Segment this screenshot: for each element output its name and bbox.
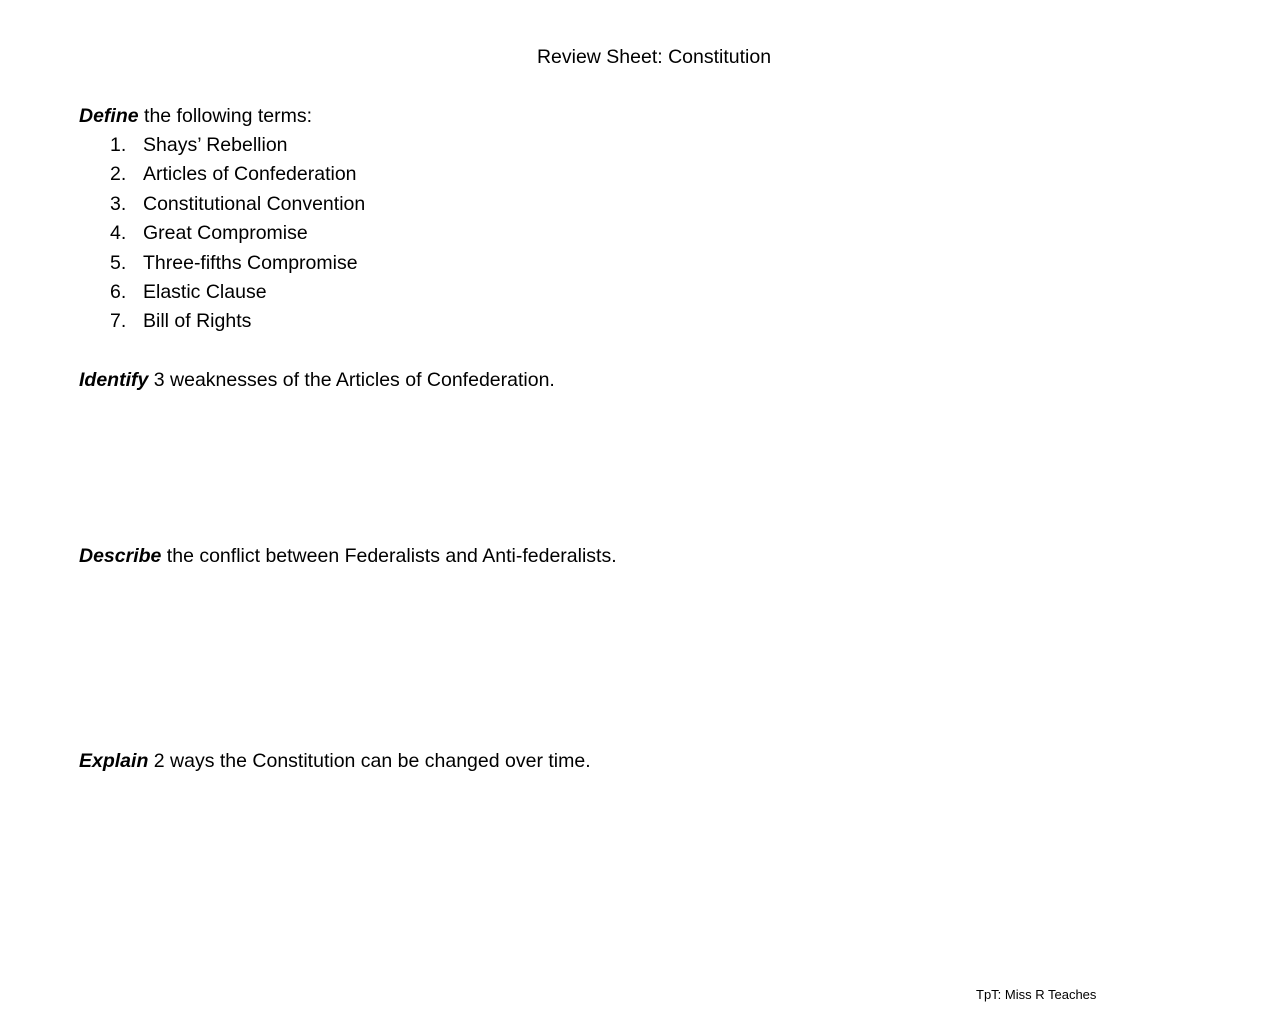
item-label: Elastic Clause [143, 280, 267, 303]
item-label: Great Compromise [143, 222, 308, 245]
describe-prompt [79, 544, 617, 568]
list-item [110, 280, 365, 309]
item-label: Shays’ Rebellion [143, 134, 288, 156]
identify-prompt [79, 368, 555, 392]
prompt-verb: Define [79, 105, 139, 127]
item-number: 7. [110, 310, 127, 333]
item-number: 1. [110, 134, 127, 156]
list-item [110, 221, 365, 250]
item-label: Bill of Rights [143, 310, 252, 333]
prompt-verb: Describe [79, 545, 162, 567]
item-number: 5. [110, 251, 127, 274]
prompt-verb: Explain [79, 750, 149, 772]
terms-list [110, 133, 365, 339]
explain-prompt [79, 749, 591, 773]
item-number: 2. [110, 163, 127, 186]
prompt-text: the following terms: [138, 105, 313, 127]
define-prompt [79, 104, 312, 128]
item-label: Articles of Confederation [143, 163, 357, 186]
list-item [110, 192, 365, 221]
footer-credit: TpT: Miss R Teaches [976, 987, 1097, 1002]
item-label: Three-fifths Compromise [143, 251, 358, 274]
prompt-verb: Identify [79, 369, 149, 391]
list-item [110, 133, 365, 162]
list-item [110, 162, 365, 191]
item-number: 3. [110, 192, 127, 215]
item-number: 6. [110, 280, 127, 303]
page-title: Review Sheet: Constitution [536, 46, 772, 68]
item-label: Constitutional Convention [143, 192, 366, 215]
prompt-text: 2 ways the Constitution can be changed over time. [148, 750, 591, 772]
prompt-text: the conflict between Federalists and Anti-federalists. [161, 545, 617, 567]
item-number: 4. [110, 222, 127, 245]
list-item [110, 309, 365, 338]
list-item [110, 251, 365, 280]
prompt-text: 3 weaknesses of the Articles of Confederation. [148, 369, 555, 391]
